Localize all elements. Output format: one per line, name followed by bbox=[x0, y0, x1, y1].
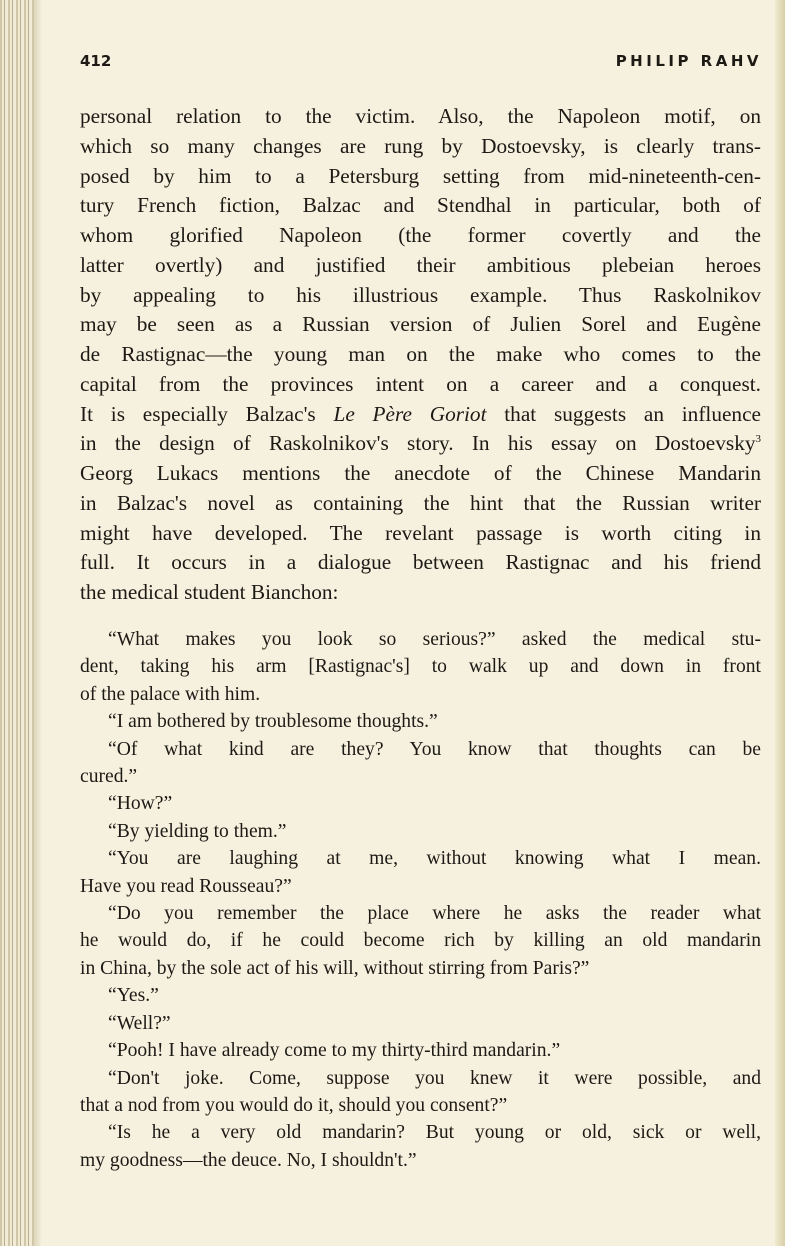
text-line: “Don't joke. Come, suppose you knew it were possible, and bbox=[108, 1067, 761, 1089]
text-line: my goodness—the deuce. No, I shouldn't.” bbox=[80, 1149, 417, 1171]
text-line: Have you read Rousseau?” bbox=[80, 875, 292, 897]
page-number: 412 bbox=[80, 52, 112, 70]
text-line: “By yielding to them.” bbox=[108, 820, 287, 842]
text-line: might have developed. The revelant passage is worth citing in bbox=[80, 520, 761, 545]
text-line: “Is he a very old mandarin? But young or old, sick or well, bbox=[108, 1122, 761, 1144]
text-line: dent, taking his arm [Rastignac's] to walk up and down in front bbox=[80, 656, 761, 678]
text-line: may be seen as a Russian version of Julien Sorel and Eugène bbox=[80, 312, 761, 337]
paragraph bbox=[80, 1010, 761, 1037]
paragraph bbox=[80, 790, 761, 817]
text-line: in China, by the sole act of his will, without stirring from Paris?” bbox=[80, 957, 590, 979]
text-line: by appealing to his illustrious example. Thus Raskolnikov bbox=[80, 282, 761, 307]
block-quote bbox=[80, 626, 761, 1174]
text-line: he would do, if he could become rich by killing an old mandarin bbox=[80, 930, 761, 952]
text-line bbox=[80, 429, 761, 459]
text-line: “Of what kind are they? You know that thoughts can be bbox=[108, 738, 761, 760]
paragraph bbox=[80, 736, 761, 791]
text-line: capital from the provinces intent on a career and a conquest. bbox=[80, 371, 761, 396]
text-line: latter overtly) and justified their ambitious plebeian heroes bbox=[80, 252, 761, 277]
text-line: of the palace with him. bbox=[80, 683, 261, 705]
footnote-marker: 3 bbox=[755, 433, 761, 446]
paragraph bbox=[80, 1037, 761, 1064]
paragraph bbox=[80, 102, 761, 608]
text-line: Georg Lukacs mentions the anecdote of the Chinese Mandarin bbox=[80, 461, 761, 485]
text-line: “Yes.” bbox=[108, 985, 159, 1007]
text-line: the medical student Bianchon: bbox=[80, 580, 339, 604]
text-line: “I am bothered by troublesome thoughts.” bbox=[108, 711, 438, 733]
paragraph bbox=[80, 900, 761, 982]
paragraph bbox=[80, 1119, 761, 1174]
text-line: personal relation to the victim. Also, the Napoleon motif, on bbox=[80, 104, 761, 128]
text-line: “You are laughing at me, without knowing what I mean. bbox=[108, 848, 761, 870]
book-spine-edge bbox=[0, 0, 34, 1246]
text-line: full. It occurs in a dialogue between Rastignac and his friend bbox=[80, 550, 761, 575]
text-line: “What makes you look so serious?” asked the medical stu- bbox=[108, 629, 761, 650]
text-span: that suggests an influence bbox=[486, 401, 761, 426]
page-edge bbox=[775, 0, 785, 1246]
paragraph bbox=[80, 982, 761, 1009]
paragraph bbox=[80, 626, 761, 708]
text-line: in Balzac's novel as containing the hint that the Russian writer bbox=[80, 490, 761, 515]
paragraph bbox=[80, 845, 761, 900]
text-line: de Rastignac—the young man on the make who comes to the bbox=[80, 342, 761, 366]
body-text bbox=[80, 102, 761, 608]
paragraph bbox=[80, 818, 761, 845]
text-line: whom glorified Napoleon (the former covertly and the bbox=[80, 223, 761, 247]
text-line: cured.” bbox=[80, 766, 138, 788]
text-span: in the design of Raskolnikov's story. In his essay on Dostoevsky bbox=[80, 431, 756, 456]
text-line: tury French fiction, Balzac and Stendhal in particular, both of bbox=[80, 193, 761, 218]
italic-title: Le Père Goriot bbox=[333, 401, 487, 426]
text-line: “Do you remember the place where he asks the reader what bbox=[108, 903, 761, 925]
text-line: “How?” bbox=[108, 793, 173, 815]
text-line bbox=[80, 400, 761, 430]
page-header bbox=[80, 52, 762, 76]
running-head: PHILIP RAHV bbox=[615, 52, 762, 70]
text-line: “Pooh! I have already come to my thirty-third mandarin.” bbox=[108, 1040, 561, 1062]
text-line: that a nod from you would do it, should you consent?” bbox=[80, 1094, 508, 1116]
paragraph bbox=[80, 1065, 761, 1120]
text-line: posed by him to a Petersburg setting from mid-nineteenth-cen- bbox=[80, 163, 761, 188]
text-line: “Well?” bbox=[108, 1012, 171, 1034]
text-span: It is especially Balzac's bbox=[80, 401, 334, 426]
paragraph bbox=[80, 708, 761, 735]
text-line: which so many changes are rung by Dostoevsky, is clearly trans- bbox=[80, 133, 761, 158]
